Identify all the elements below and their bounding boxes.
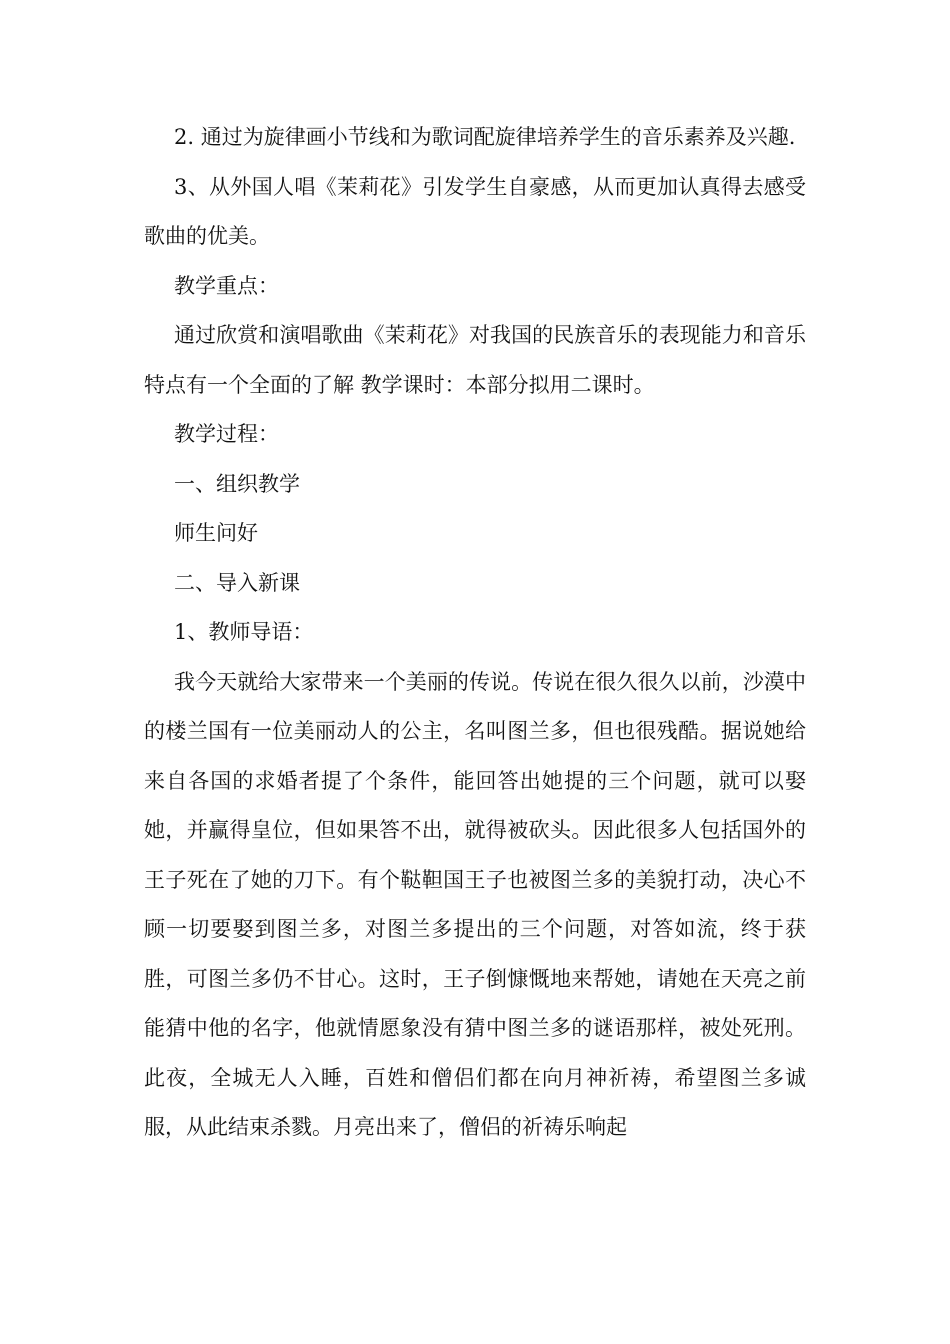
heading-teacher-intro: 1、教师导语： (174, 620, 314, 644)
document-body (144, 113, 806, 1153)
heading-new-lesson: 二、导入新课 (174, 570, 300, 595)
paragraph-teaching-focus: 通过欣赏和演唱歌曲《茉莉花》对我国的民族音乐的表现能力和音乐特点有一个全面的了解 教学课时：本部分拟用二课时。 (144, 323, 806, 397)
paragraph-greeting: 师生问好 (174, 521, 258, 545)
paragraph-objective-2: 2. 通过为旋律画小节线和为歌词配旋律培养学生的音乐素养及兴趣. (174, 125, 796, 149)
paragraph-legend-story: 我今天就给大家带来一个美丽的传说。传说在很久很久以前，沙漠中的楼兰国有一位美丽动人的公主，名叫图兰多，但也很残酷。据说她给来自各国的求婚者提了个条件，能回答出她提的三个问题，就可以娶她，并赢得皇位，但如果答不出，就得被砍头。因此很多人包括国外的王子死在了她的刀下。有个鞑靼国王子也被图兰多的美貌打动，决心不顾一切要娶到图兰多，对图兰多提出的三个问题，对答如流，终于获胜，可图兰多仍不甘心。这时，王子倒慷慨地来帮她，请她在天亮之前能猜中他的名字，他就情愿象没有猜中图兰多的谜语那样，被处死刑。此夜，全城无人入睡，百姓和僧侣们都在向月神祈祷，希望图兰多诚服，从此结束杀戮。月亮出来了，僧侣的祈祷乐响起 (144, 669, 806, 1139)
heading-teaching-process: 教学过程： (174, 422, 279, 446)
paragraph-objective-3: 3、从外国人唱《茉莉花》引发学生自豪感，从而更加认真得去感受歌曲的优美。 (144, 174, 806, 248)
heading-teaching-focus: 教学重点： (174, 273, 279, 298)
heading-organize-teaching: 一、组织教学 (174, 471, 300, 496)
